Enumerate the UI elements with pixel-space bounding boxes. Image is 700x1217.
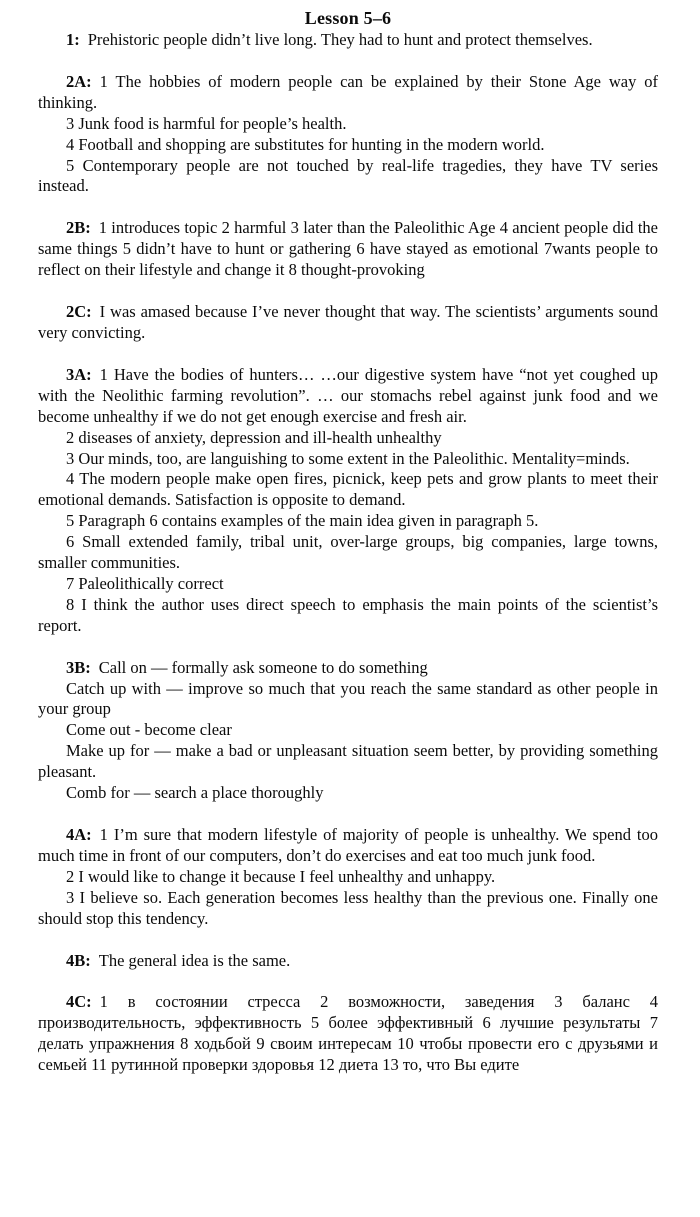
- paragraph-text: 1 в состоянии стресса 2 возможности, заведения 3 баланс 4 производительность, эффективность 5 более эффективный 6 лучшие результаты 7 делать упражнения 8 ходьбой 9 своим интересам 10 чтобы провести его с друзьями и семьей 11 рутинной проверки здоровья 12 диета 13 то, что Вы едите: [38, 992, 658, 1075]
- paragraph: [38, 156, 658, 198]
- paragraph: [38, 867, 658, 888]
- paragraph: [38, 114, 658, 135]
- section-label: 2C:: [66, 302, 92, 322]
- paragraph-text: Make up for — make a bad or unpleasant situation seem better, by providing something pleasant.: [38, 741, 658, 782]
- answer-section: [38, 825, 658, 930]
- paragraph-text: Call on — formally ask someone to do something: [98, 657, 428, 677]
- paragraph-text: 5 Contemporary people are not touched by real-life tragedies, they have TV series instead.: [38, 155, 658, 196]
- paragraph: [38, 783, 658, 804]
- section-label: 4B:: [66, 950, 91, 970]
- paragraph: [38, 30, 658, 51]
- paragraph: [38, 302, 658, 344]
- paragraph: [38, 679, 658, 721]
- paragraph-text: 4 Football and shopping are substitutes for hunting in the modern world.: [66, 134, 545, 154]
- paragraph: [38, 365, 658, 428]
- answer-section: [38, 302, 658, 344]
- paragraph: [38, 951, 658, 972]
- answer-section: [38, 72, 658, 197]
- paragraph-text: 3 Junk food is harmful for people’s health.: [66, 113, 347, 133]
- paragraph: [38, 741, 658, 783]
- answer-section: [38, 951, 658, 972]
- section-label: 2B:: [66, 218, 91, 238]
- section-label: 4A:: [66, 825, 92, 844]
- paragraph: [38, 595, 658, 637]
- paragraph: [38, 720, 658, 741]
- paragraph-text: 3 Our minds, too, are languishing to some extent in the Paleolithic. Mentality=minds.: [66, 448, 630, 468]
- paragraph: [38, 72, 658, 114]
- section-label: 3A:: [66, 364, 92, 384]
- paragraph-text: 3 I believe so. Each generation becomes less healthy than the previous one. Finally one should stop this tendency.: [38, 887, 658, 928]
- paragraph-text: I was amased because I’ve never thought that way. The scientists’ arguments sound very convicting.: [38, 302, 658, 342]
- paragraph: [38, 428, 658, 449]
- sections-container: [38, 30, 658, 1076]
- paragraph-text: Come out - become clear: [66, 720, 232, 740]
- paragraph: [38, 532, 658, 574]
- paragraph-text: 2 diseases of anxiety, depression and ill-health unhealthy: [66, 427, 442, 447]
- paragraph-text: 4 The modern people make open fires, picnick, keep pets and grow plants to meet their emotional demands. Satisfaction is opposite to demand.: [38, 469, 658, 510]
- answer-section: [38, 30, 658, 51]
- section-label: 1:: [66, 30, 80, 49]
- lesson-title: Lesson 5–6: [304, 8, 392, 28]
- paragraph: [38, 469, 658, 511]
- paragraph-text: The general idea is the same.: [98, 950, 291, 970]
- paragraph-text: 5 Paragraph 6 contains examples of the main idea given in paragraph 5.: [66, 511, 539, 531]
- paragraph-text: 2 I would like to change it because I feel unhealthy and unhappy.: [66, 866, 496, 886]
- paragraph-text: 1 introduces topic 2 harmful 3 later than the Paleolithic Age 4 ancient people did the same things 5 didn’t have to hunt or gathering 6 have stayed as emotional 7wants people to reflect on their lifestyle and change it 8 thought-provoking: [38, 218, 658, 280]
- paragraph-text: 1 Have the bodies of hunters… …our digestive system have “not yet coughed up with the Neolithic farming revolution”. … our stomachs rebel against junk food and we become unhealthy if we do not get enough exercise and fresh air.: [38, 364, 658, 426]
- paragraph: [38, 888, 658, 930]
- answer-section: [38, 365, 658, 637]
- section-label: 4C:: [66, 992, 92, 1012]
- paragraph: [38, 449, 658, 470]
- paragraph-text: Prehistoric people didn’t live long. They had to hunt and protect themselves.: [87, 30, 593, 49]
- paragraph: [38, 574, 658, 595]
- paragraph-text: 1 I’m sure that modern lifestyle of majority of people is unhealthy. We spend too much time in front of our computers, don’t do exercises and eat too much junk food.: [38, 825, 658, 865]
- section-label: 2A:: [66, 71, 92, 91]
- paragraph-text: 6 Small extended family, tribal unit, over-large groups, big companies, large towns, smaller communities.: [38, 532, 658, 573]
- paragraph: [38, 825, 658, 867]
- paragraph: [38, 658, 658, 679]
- paragraph: [38, 511, 658, 532]
- paragraph-text: 8 I think the author uses direct speech to emphasis the main points of the scientist’s report.: [38, 594, 658, 635]
- paragraph-text: Comb for — search a place thoroughly: [66, 783, 324, 803]
- answer-section: [38, 218, 658, 281]
- paragraph-text: 1 The hobbies of modern people can be explained by their Stone Age way of thinking.: [38, 71, 658, 112]
- answer-section: [38, 658, 658, 804]
- paragraph: [38, 135, 658, 156]
- paragraph: [38, 992, 658, 1076]
- answer-section: [38, 992, 658, 1076]
- paragraph: [38, 218, 658, 281]
- paragraph-text: Catch up with — improve so much that you reach the same standard as other people in your group: [38, 678, 658, 719]
- paragraph-text: 7 Paleolithically correct: [66, 573, 224, 593]
- section-label: 3B:: [66, 657, 91, 677]
